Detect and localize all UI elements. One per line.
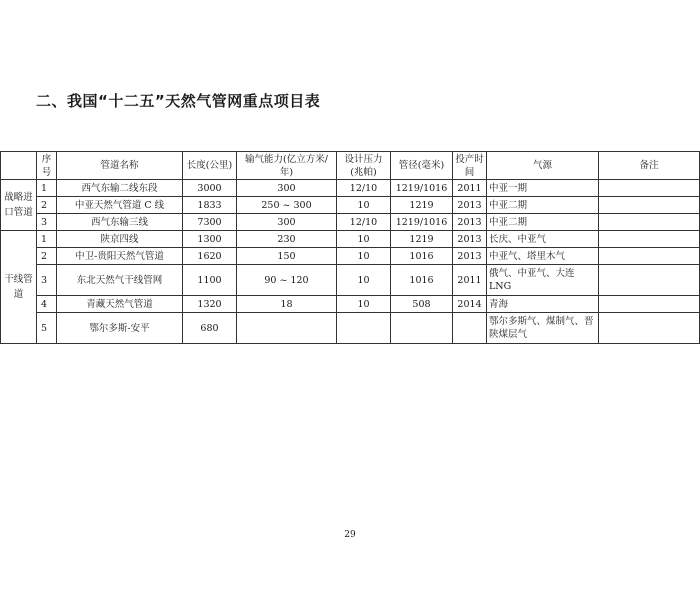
cell-remark [599,180,700,197]
header-source: 气源 [487,152,599,180]
header-category [1,152,37,180]
cell-diameter: 1219/1016 [391,180,453,197]
cell-length: 1833 [183,197,237,214]
cell-year: 2011 [453,265,487,296]
cell-source: 青海 [487,296,599,313]
cell-name: 陕京四线 [57,231,183,248]
cell-index: 4 [37,296,57,313]
cell-year: 2013 [453,214,487,231]
cell-length: 1320 [183,296,237,313]
cell-length: 1300 [183,231,237,248]
cell-year: 2013 [453,248,487,265]
cell-capacity: 230 [237,231,337,248]
cell-index: 1 [37,231,57,248]
cell-capacity: 18 [237,296,337,313]
cell-length: 3000 [183,180,237,197]
cell-remark [599,197,700,214]
cell-year: 2014 [453,296,487,313]
cell-pressure: 10 [337,265,391,296]
pipeline-projects-table [0,151,700,344]
cell-source: 鄂尔多斯气、煤制气、晋陕煤层气 [487,313,599,344]
cell-source: 中亚二期 [487,197,599,214]
cell-index: 1 [37,180,57,197]
cell-length: 1620 [183,248,237,265]
cell-name: 西气东输二线东段 [57,180,183,197]
cell-length: 7300 [183,214,237,231]
cell-diameter: 1016 [391,248,453,265]
cell-pressure: 10 [337,248,391,265]
cell-diameter: 508 [391,296,453,313]
cell-capacity: 150 [237,248,337,265]
cell-pressure: 10 [337,197,391,214]
page-number: 29 [344,530,356,540]
table-row [1,296,700,313]
cell-capacity: 250 ~ 300 [237,197,337,214]
cell-pressure: 12/10 [337,214,391,231]
header-remark: 备注 [599,152,700,180]
cell-index: 3 [37,214,57,231]
cell-capacity: 300 [237,214,337,231]
cell-name: 鄂尔多斯-安平 [57,313,183,344]
cell-name: 中卫-贵阳天然气管道 [57,248,183,265]
cell-year: 2013 [453,231,487,248]
cell-diameter: 1219/1016 [391,214,453,231]
cell-name: 东北天然气干线管网 [57,265,183,296]
table-row [1,214,700,231]
cell-name: 西气东输三线 [57,214,183,231]
header-capacity: 输气能力(亿立方米/年) [237,152,337,180]
cell-year: 2011 [453,180,487,197]
cell-pressure: 10 [337,231,391,248]
table-row [1,231,700,248]
cell-remark [599,296,700,313]
header-pressure: 设计压力(兆帕) [337,152,391,180]
group-import-label: 战略进口管道 [1,180,37,231]
cell-source: 俄气、中亚气、大连 LNG [487,265,599,296]
cell-name: 中亚天然气管道 C 线 [57,197,183,214]
cell-pressure: 10 [337,296,391,313]
cell-length: 680 [183,313,237,344]
cell-remark [599,313,700,344]
cell-pressure [337,313,391,344]
header-index: 序号 [37,152,57,180]
cell-length: 1100 [183,265,237,296]
table-row [1,197,700,214]
cell-remark [599,265,700,296]
group-trunk-label: 干线管道 [1,231,37,344]
cell-diameter [391,313,453,344]
cell-pressure: 12/10 [337,180,391,197]
header-name: 管道名称 [57,152,183,180]
table-row [1,313,700,344]
cell-index: 2 [37,248,57,265]
cell-capacity: 300 [237,180,337,197]
table-header-row [1,152,700,180]
cell-diameter: 1016 [391,265,453,296]
header-year: 投产时间 [453,152,487,180]
cell-source: 中亚一期 [487,180,599,197]
cell-remark [599,214,700,231]
cell-remark [599,231,700,248]
header-length: 长度(公里) [183,152,237,180]
cell-capacity: 90 ~ 120 [237,265,337,296]
cell-diameter: 1219 [391,197,453,214]
cell-index: 2 [37,197,57,214]
table-row [1,265,700,296]
header-diameter: 管径(毫米) [391,152,453,180]
cell-source: 长庆、中亚气 [487,231,599,248]
table-row [1,180,700,197]
cell-year [453,313,487,344]
cell-remark [599,248,700,265]
cell-source: 中亚二期 [487,214,599,231]
cell-name: 青藏天然气管道 [57,296,183,313]
table-row [1,248,700,265]
cell-source: 中亚气、塔里木气 [487,248,599,265]
cell-capacity [237,313,337,344]
cell-index: 3 [37,265,57,296]
cell-index: 5 [37,313,57,344]
cell-year: 2013 [453,197,487,214]
page-title: 二、我国“十二五”天然气管网重点项目表 [36,92,321,110]
cell-diameter: 1219 [391,231,453,248]
